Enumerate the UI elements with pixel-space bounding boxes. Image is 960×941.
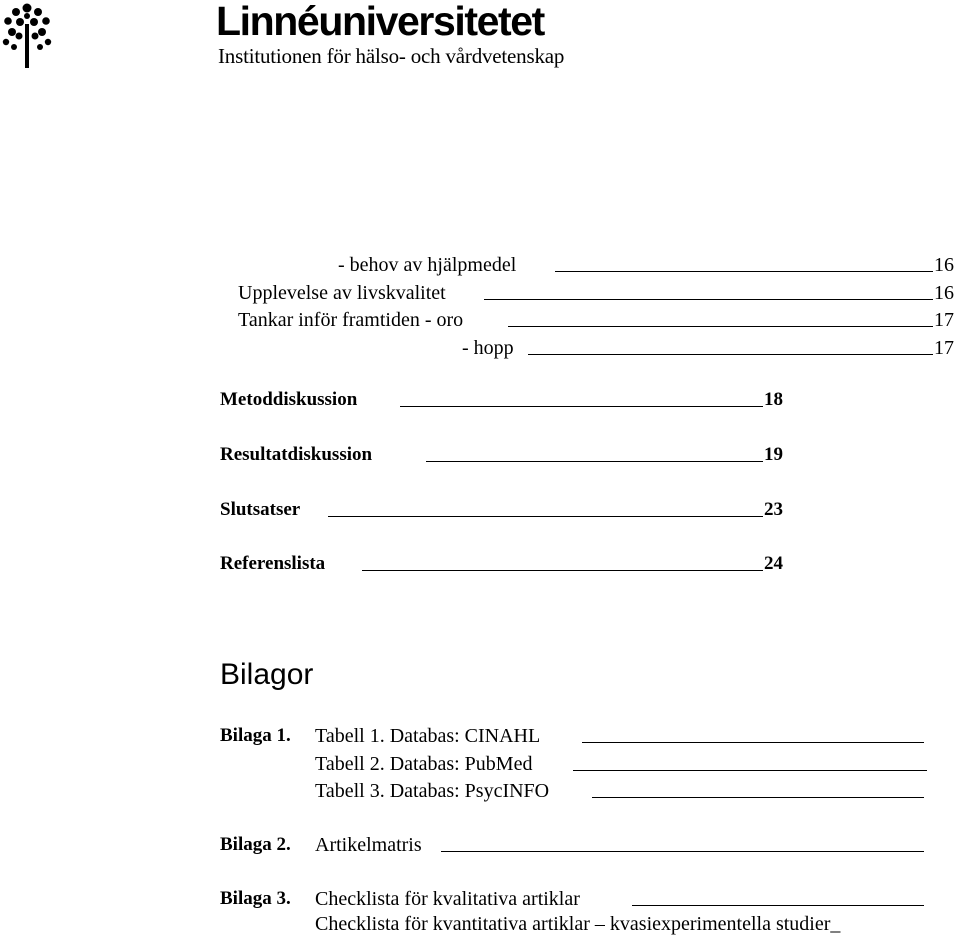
appendix-leader-line: [592, 797, 924, 798]
institution-name: Institutionen för hälso- och vårdvetenskap: [218, 44, 565, 68]
appendix-item: Tabell 1. Databas: CINAHL: [315, 725, 541, 747]
appendix-item: Artikelmatris: [315, 834, 422, 856]
toc-entry-page: 19: [764, 444, 783, 465]
toc-leader-line: [555, 271, 933, 272]
toc-leader-line: [362, 570, 763, 571]
appendix-heading: Bilagor: [220, 658, 314, 691]
toc-entry-page: 16: [934, 282, 954, 304]
appendix-item: Tabell 3. Databas: PsycINFO: [315, 780, 550, 802]
university-name: Linnéuniversitetet: [216, 0, 544, 44]
toc-entry-page: 23: [764, 499, 783, 520]
toc-entry-page: 24: [764, 553, 783, 574]
toc-entry-label: - behov av hjälpmedel: [338, 254, 517, 276]
toc-entry-label: Resultatdiskussion: [220, 444, 373, 465]
university-logo-tree-icon: [2, 2, 54, 68]
appendix-item: Tabell 2. Databas: PubMed: [315, 753, 533, 775]
toc-entry-page: 18: [764, 389, 783, 410]
appendix-label: Bilaga 2.: [220, 834, 291, 855]
appendix-item: Checklista för kvantitativa artiklar – kvasiexperimentella studier_: [315, 913, 841, 935]
toc-leader-line: [508, 326, 933, 327]
toc-entry-page: 17: [934, 337, 954, 359]
appendix-leader-line: [582, 742, 924, 743]
appendix-leader-line: [632, 905, 924, 906]
toc-entry-label: Slutsatser: [220, 499, 301, 520]
appendix-leader-line: [441, 851, 924, 852]
toc-leader-line: [528, 354, 933, 355]
toc-entry-label: Metoddiskussion: [220, 389, 358, 410]
appendix-label: Bilaga 1.: [220, 725, 291, 746]
toc-entry-page: 17: [934, 309, 954, 331]
appendix-item: Checklista för kvalitativa artiklar: [315, 888, 580, 910]
toc-entry-label: - hopp: [462, 337, 514, 359]
appendix-label: Bilaga 3.: [220, 888, 291, 909]
toc-entry-label: Upplevelse av livskvalitet: [238, 282, 446, 304]
toc-leader-line: [400, 406, 763, 407]
toc-entry-label: Referenslista: [220, 553, 326, 574]
toc-leader-line: [426, 461, 763, 462]
toc-leader-line: [328, 516, 763, 517]
appendix-leader-line: [573, 770, 927, 771]
toc-entry-page: 16: [934, 254, 954, 276]
toc-entry-label: Tankar inför framtiden - oro: [238, 309, 464, 331]
toc-leader-line: [484, 299, 933, 300]
